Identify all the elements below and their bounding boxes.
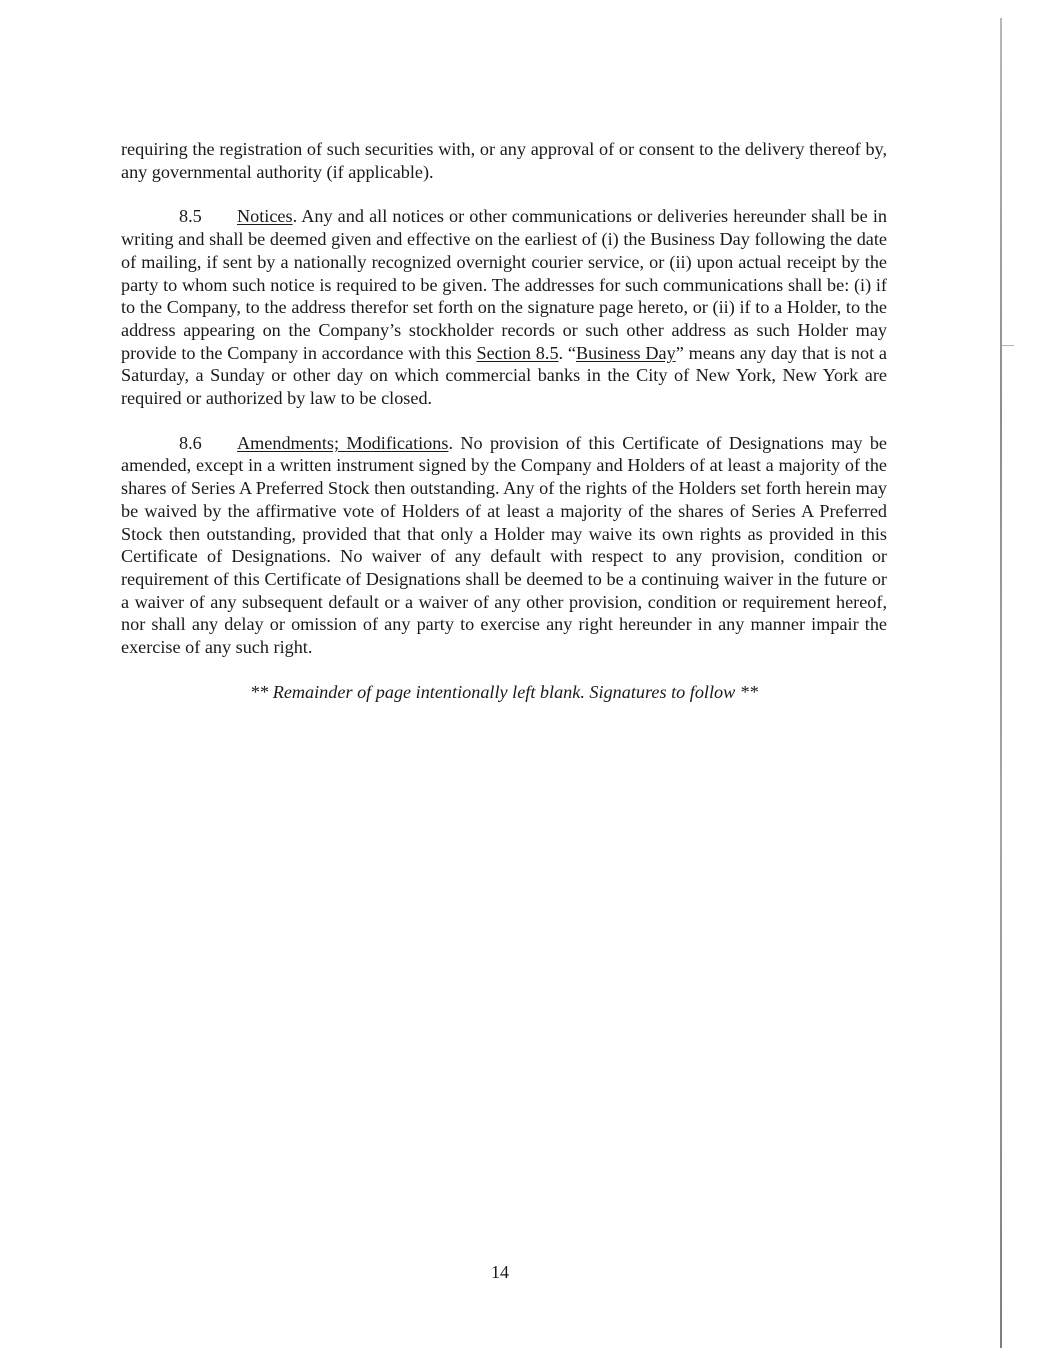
section-8-6 xyxy=(121,432,887,659)
scan-edge-mark xyxy=(1002,345,1014,346)
paragraph-continuation xyxy=(121,138,887,183)
section-text-mid: . “ xyxy=(558,342,576,363)
section-number: 8.5 xyxy=(179,206,202,227)
section-cross-reference: Section 8.5 xyxy=(476,342,559,363)
closing-note: ** Remainder of page intentionally left blank. Signatures to follow ** xyxy=(249,681,758,702)
section-text: . Any and all notices or other communications or deliveries hereunder shall be in writing and shall be deemed given and effective on the earliest of (i) the Business Day following the date of mailing, if sent by a nationally recognized overnight courier service, or (ii) upon actual receipt by the party to whom such notice is required to be given. The addresses for such communications shall be: (i) if to the Company, to the address therefor set forth on the signature page hereto, or (ii) if to a Holder, to the address appearing on the Company’s stockholder records or such other address as such Holder may provide to the Company in accordance with this xyxy=(121,206,887,363)
section-text-end: ” means any day that is not a Saturday, a Sunday or other day on which commercial banks in the City of New York, New York are required or authorized by law to be closed. xyxy=(121,342,887,409)
section-number: 8.6 xyxy=(179,432,202,453)
section-heading: Amendments; Modifications xyxy=(237,432,449,453)
defined-term: Business Day xyxy=(575,342,676,363)
scan-edge-line xyxy=(1000,18,1002,1348)
page-number: 14 xyxy=(491,1262,509,1282)
document-body xyxy=(121,138,887,725)
section-text: . No provision of this Certificate of Designations may be amended, except in a written instrument signed by the Company and Holders of at least a majority of the shares of Series A Preferred Stock then outstanding. Any of the rights of the Holders set forth herein may be waived by the affirmative vote of Holders of at least a majority of the shares of Series A Preferred Stock then outstanding, provided that that only a Holder may waive its own rights as provided in this Certificate of Designations. No waiver of any default with respect to any provision, condition or requirement of this Certificate of Designations shall be deemed to be a continuing waiver in the future or a waiver of any subsequent default or a waiver of any other provision, condition or requirement hereof, nor shall any delay or omission of any party to exercise any right hereunder in any manner impair the exercise of any such right. xyxy=(121,432,888,658)
section-8-5 xyxy=(121,205,887,409)
continuation-text: requiring the registration of such securities with, or any approval of or consent to the delivery thereof by, any governmental authority (if applicable). xyxy=(121,139,887,182)
section-heading: Notices xyxy=(237,206,293,227)
